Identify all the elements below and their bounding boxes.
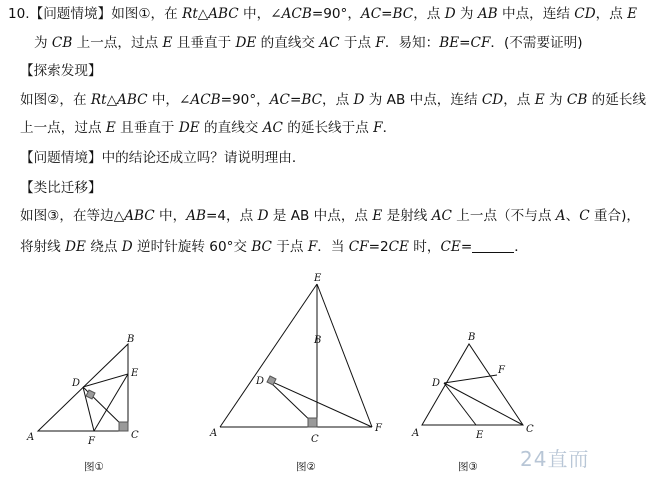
text: ． [514, 239, 528, 255]
math: D [257, 208, 269, 224]
math: ABC [124, 208, 155, 224]
text: 中， [154, 208, 187, 224]
fig2-segment-ae [220, 284, 317, 427]
math: F [375, 35, 385, 51]
text: =90°， [220, 92, 270, 108]
fig2-label-a: A [210, 428, 218, 439]
math: CE [388, 239, 409, 255]
math: DE [178, 120, 200, 136]
fig2-right-angle-mark-d [267, 376, 276, 385]
text: 中的结论还成立吗？请说明理由． [101, 150, 306, 166]
math: CE [440, 239, 461, 255]
figure-1 [38, 344, 128, 431]
text: 如图②，在 [20, 92, 91, 108]
section-title-analogy: 【类比迁移】 [20, 180, 102, 196]
figure-1-labels [26, 334, 139, 473]
fig3-caption: 图③ [458, 461, 478, 473]
math: CB [51, 35, 73, 51]
math: D [353, 92, 365, 108]
text: 逆时针旋转 60°交 [132, 239, 252, 255]
math: CD [481, 92, 504, 108]
math: ∠ACB [179, 92, 221, 108]
math: DE [235, 35, 257, 51]
watermark: 24直而 [520, 447, 590, 471]
fig3-label-e: E [476, 430, 484, 441]
text: ，点 [595, 6, 628, 22]
text: 为 AB 中点，连结 [364, 92, 482, 108]
math: BC [301, 92, 322, 108]
text: 中， [238, 6, 271, 22]
text: =4，点 [206, 208, 258, 224]
math: E [105, 120, 116, 136]
text: 为 [34, 35, 52, 51]
text: 、 [565, 208, 580, 224]
figure-3-labels [411, 332, 534, 473]
fig3-segment-de [444, 383, 476, 425]
fig3-label-a: A [412, 428, 420, 439]
text: 且垂直于 [172, 35, 236, 51]
text: 的延长线于点 [282, 120, 374, 136]
text: 中， [147, 92, 180, 108]
fig3-segment-dc [444, 383, 523, 425]
fig3-label-d: D [432, 378, 441, 389]
text: ．易知： [384, 35, 440, 51]
problem-number: 10. [8, 6, 30, 22]
fig3-label-b: B [468, 332, 476, 343]
math: D [444, 6, 456, 22]
math: Rt△ABC [90, 92, 148, 108]
figure-2-labels [209, 273, 383, 473]
text: 的直线交 [199, 120, 263, 136]
math: BC [392, 6, 414, 22]
fig3-label-c: C [526, 424, 534, 435]
text: 且垂直于 [115, 120, 179, 136]
math: Rt△ABC [182, 6, 239, 22]
text: 重合)， [589, 208, 640, 224]
text: 将射线 [20, 239, 66, 255]
text: 是 AB 中点，点 [268, 208, 373, 224]
section-ref: 【问题情境】 [20, 150, 102, 166]
fig2-right-angle-mark-c [308, 418, 317, 427]
math: CD [574, 6, 596, 22]
fig2-label-d: D [256, 376, 265, 387]
text: ．当 [317, 239, 349, 255]
text: ，点 [413, 6, 445, 22]
text: 于点 [339, 35, 376, 51]
fig2-label-e: E [314, 273, 322, 284]
section-title-problem-situation: 【问题情境】 [29, 6, 112, 22]
math: AC [360, 6, 382, 22]
fig1-label-d: D [72, 378, 81, 389]
math: C [579, 208, 590, 224]
math: BC [251, 239, 272, 255]
fig2-label-b: B [314, 335, 322, 346]
math: E [372, 208, 383, 224]
fig1-label-e: E [131, 368, 139, 379]
math: F [373, 120, 383, 136]
math: DE [65, 239, 86, 255]
fig1-label-f: F [88, 436, 95, 447]
math: AC [269, 92, 290, 108]
fig1-right-angle-mark-c [119, 422, 128, 431]
text: 是射线 [382, 208, 432, 224]
text: ．(不需要证明) [490, 35, 583, 51]
text: ． [382, 120, 397, 136]
fig1-label-b: B [127, 334, 135, 345]
fig2-label-c: C [311, 434, 319, 445]
math: CF [470, 35, 491, 51]
text: ，点 [503, 92, 535, 108]
fig1-label-c: C [131, 430, 139, 441]
math: A [555, 208, 566, 224]
math: D [121, 239, 133, 255]
text: = [381, 6, 393, 22]
math: ∠ACB [270, 6, 312, 22]
fig2-caption: 图② [296, 461, 316, 473]
math: E [534, 92, 545, 108]
math: E [627, 6, 638, 22]
text: 如图③，在等边△ [20, 208, 125, 224]
fig1-caption: 图① [84, 461, 104, 473]
text: 上一点，过点 [20, 120, 106, 136]
text: = [459, 35, 471, 51]
text: 如图①，在 [111, 6, 183, 22]
section-title-explore: 【探索发现】 [20, 63, 102, 79]
text: 时， [408, 239, 441, 255]
math: CF [348, 239, 369, 255]
math: AB [186, 208, 206, 224]
text: 为 [455, 6, 478, 22]
text: =90°， [311, 6, 361, 22]
fig2-label-f: F [375, 423, 382, 434]
text: = [289, 92, 302, 108]
text: = [460, 239, 473, 255]
text: 中点，连结 [497, 6, 575, 22]
math: BE [439, 35, 460, 51]
figure-2 [220, 284, 372, 427]
text: 于点 [271, 239, 308, 255]
text: =2 [368, 239, 389, 255]
fig3-segment-df [444, 375, 497, 383]
fig1-label-a: A [27, 432, 35, 443]
math: AC [319, 35, 340, 51]
math: F [307, 239, 318, 255]
text: 上一点，过点 [72, 35, 163, 51]
math: AC [431, 208, 452, 224]
text: 的延长线 [587, 92, 646, 108]
text: 为 [544, 92, 567, 108]
fig3-label-f: F [498, 365, 505, 376]
math: CB [566, 92, 588, 108]
math: AC [262, 120, 283, 136]
math: AB [477, 6, 498, 22]
text: ，点 [322, 92, 354, 108]
text: 的直线交 [256, 35, 320, 51]
text: 上一点（不与点 [451, 208, 556, 224]
math: E [162, 35, 173, 51]
text: 绕点 [85, 239, 122, 255]
